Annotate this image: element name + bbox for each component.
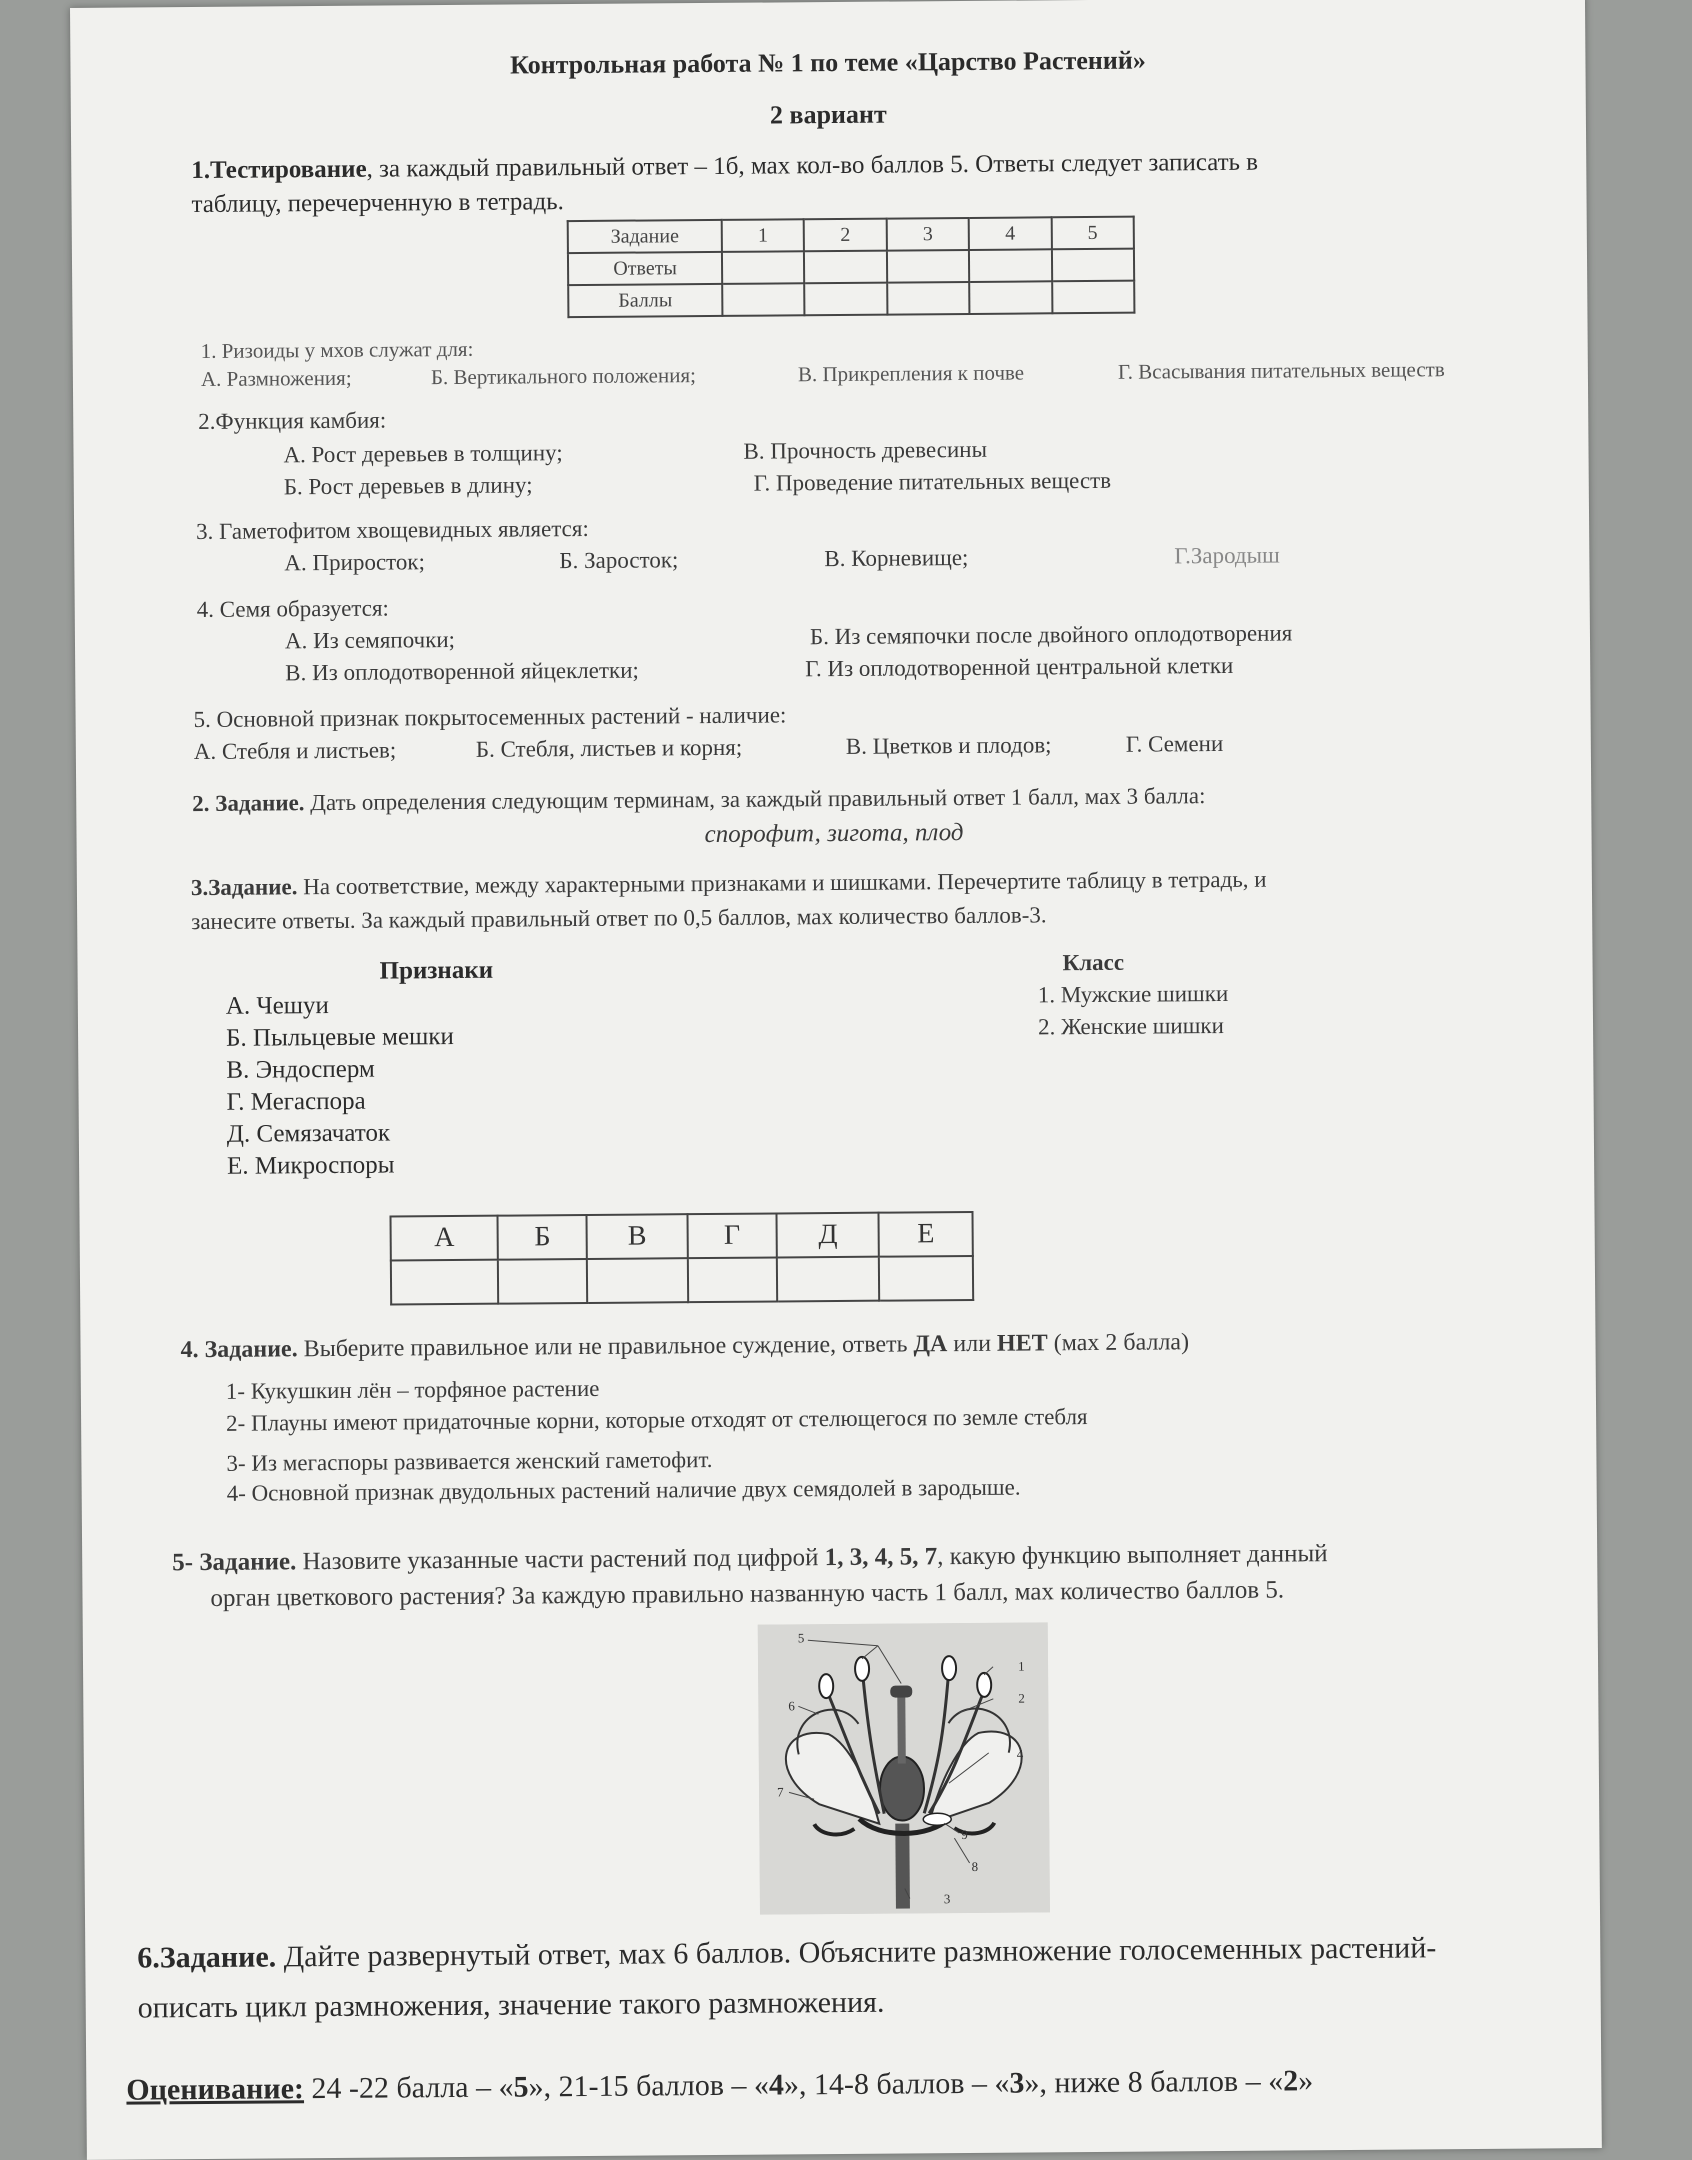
table-cell: А — [391, 1216, 499, 1261]
table-cell — [722, 283, 805, 316]
option: В. Прочность древесины — [743, 436, 988, 464]
task1-text: , за каждый правильный ответ – 1б, мах кол-во баллов 5. Ответы следует записать в — [366, 148, 1259, 183]
figure-label: 5 — [797, 1630, 805, 1646]
table-row — [391, 1212, 973, 1261]
task2-intro — [192, 783, 1205, 817]
question-1: 1. Ризоиды у мхов служат для: — [200, 336, 474, 363]
class-item: 1. Мужские шишки — [1037, 980, 1229, 1008]
option: Б. Заросток; — [559, 547, 679, 574]
option: Б. Вертикального положения; — [430, 363, 696, 390]
figure-label: 1 — [1017, 1658, 1025, 1674]
task6-text-line2: описать цикл размножения, значение такого размножения. — [137, 1985, 885, 2025]
task5-intro — [172, 1540, 1328, 1577]
task4-text: Выберите правильное или не правильное суждение, ответь — [297, 1331, 914, 1363]
table-cell — [969, 281, 1052, 314]
yes-label: ДА — [913, 1331, 948, 1358]
question-2: 2.Функция камбия: — [198, 407, 387, 435]
grading-text: », ниже 8 баллов – « — [1024, 2064, 1284, 2100]
task3-text: На соответствие, между характерными признаками и шишками. Перечертите таблицу в тетрадь, и — [297, 866, 1267, 900]
variant-label: 2 вариант — [769, 99, 887, 130]
task5-number: 5- — [172, 1549, 200, 1577]
option: Г. Проведение питательных веществ — [753, 467, 1112, 496]
task3-intro — [191, 867, 1267, 901]
option: Г.Зародыш — [1174, 542, 1280, 569]
class-header: Класс — [1062, 949, 1125, 976]
table-row — [568, 249, 1134, 285]
option: А. Размножения; — [200, 365, 352, 391]
table-cell — [887, 282, 970, 315]
task1-heading: 1.Тестирование — [191, 155, 367, 185]
table-cell: Ответы — [568, 252, 722, 285]
task5-text: Назовите указанные части растений под цифрой — [296, 1544, 825, 1576]
sign-item: Д. Семязачаток — [226, 1119, 391, 1148]
task6-text: Дайте развернутый ответ, мах 6 баллов. Объясните размножение голосеменных растений- — [276, 1931, 1437, 1974]
task6-intro — [137, 1931, 1436, 1975]
table-cell: 3 — [886, 218, 969, 251]
task5-text-post: , какую функцию выполняет данный — [937, 1540, 1328, 1571]
table-cell — [587, 1258, 688, 1303]
table-cell — [722, 251, 805, 284]
figure-label: 7 — [776, 1784, 784, 1800]
table-cell — [804, 251, 887, 284]
task5-heading: Задание. — [199, 1548, 297, 1577]
flower-illustration — [758, 1622, 1050, 1914]
task4-heading: 4. Задание. — [180, 1336, 298, 1364]
no-label: НЕТ — [996, 1330, 1048, 1357]
option: В. Из оплодотворенной яйцеклетки; — [285, 657, 639, 686]
question-5: 5. Основной признак покрытосеменных растений - наличие: — [193, 702, 787, 733]
task4-intro — [180, 1329, 1189, 1364]
grade-5: 5 — [513, 2070, 529, 2104]
statement-item: 1- Кукушкин лён – торфяное растение — [225, 1375, 600, 1404]
max-label: (мах 2 балла) — [1047, 1329, 1190, 1357]
table-cell: 2 — [804, 219, 887, 252]
figure-label: 8 — [971, 1858, 979, 1874]
figure-label: 2 — [1018, 1690, 1025, 1706]
table-cell — [1052, 281, 1135, 314]
table-cell: Задание — [568, 220, 722, 253]
grading-text: 24 -22 балла – « — [303, 2070, 514, 2106]
table-cell: Д — [777, 1213, 880, 1258]
option: Г. Семени — [1125, 730, 1224, 757]
grade-4: 4 — [768, 2068, 785, 2102]
question-3: 3. Гаметофитом хвощевидных является: — [196, 515, 589, 545]
table-cell: Г — [687, 1213, 777, 1258]
table-cell: В — [587, 1214, 688, 1259]
grading-line — [126, 2064, 1313, 2107]
grading-text: », 14-8 баллов – « — [783, 2066, 1010, 2102]
task3-text-line2: занесите ответы. За каждый правильный ответ по 0,5 баллов, мах количество баллов-3. — [191, 902, 1047, 935]
sign-item: А. Чешуи — [225, 991, 329, 1020]
worksheet-page — [70, 0, 1602, 2160]
task1-intro — [191, 149, 1258, 185]
or-label: или — [947, 1330, 998, 1358]
answer-table — [567, 216, 1136, 318]
page-title: Контрольная работа № 1 по теме «Царство Растений» — [509, 45, 1146, 80]
statement-item: 2- Плауны имеют придаточные корни, которые отходят от стелющегося по земле стебля — [226, 1404, 1088, 1436]
grading-text: » — [1298, 2064, 1314, 2098]
table-cell — [1051, 249, 1134, 282]
task1-text-line2: таблицу, перечерченную в тетрадь. — [191, 188, 564, 219]
table-cell — [391, 1260, 499, 1305]
table-cell: 1 — [722, 219, 805, 252]
task2-text: Дать определения следующим терминам, за каждый правильный ответ 1 балл, мах 3 балла: — [304, 783, 1206, 816]
option: Г. Из оплодотворенной центральной клетки — [805, 652, 1234, 682]
question-4: 4. Семя образуется: — [196, 595, 389, 623]
sign-item: Е. Микроспоры — [226, 1151, 395, 1180]
table-cell — [879, 1256, 973, 1301]
table-row — [391, 1256, 973, 1305]
figure-label: 3 — [943, 1891, 951, 1907]
table-cell — [498, 1259, 587, 1304]
figure-label: 9 — [961, 1827, 968, 1843]
sign-item: В. Эндосперм — [226, 1055, 375, 1084]
table-cell: 5 — [1051, 217, 1134, 250]
table-row — [568, 217, 1134, 253]
table-cell: Е — [879, 1212, 973, 1257]
flower-diagram — [758, 1622, 1050, 1914]
figure-label: 4 — [1016, 1746, 1024, 1762]
class-item: 2. Женские шишки — [1037, 1012, 1224, 1040]
task6-heading: 6.Задание. — [137, 1940, 277, 1975]
table-cell — [969, 249, 1052, 282]
sign-item: Г. Мегаспора — [226, 1087, 366, 1116]
option: А. Стебля и листьев; — [193, 737, 397, 765]
option: В. Цветков и плодов; — [845, 732, 1052, 759]
grade-3: 3 — [1009, 2066, 1025, 2100]
task5-numbers: 1, 3, 4, 5, 7 — [824, 1543, 938, 1572]
option: В. Прикрепления к почве — [797, 360, 1025, 387]
statement-item: 3- Из мегаспоры развивается женский гаметофит. — [226, 1446, 713, 1476]
table-cell: Баллы — [568, 284, 722, 317]
task3-heading: 3.Задание. — [190, 874, 298, 901]
table-cell: Б — [498, 1215, 587, 1260]
option: А. Из семяпочки; — [284, 626, 456, 654]
option: Б. Из семяпочки после двойного оплодотворения — [809, 620, 1293, 650]
option: Б. Стебля, листьев и корня; — [475, 734, 743, 762]
option: Г. Всасывания питательных веществ — [1117, 357, 1445, 384]
table-cell: 4 — [969, 217, 1052, 250]
table-row — [568, 281, 1134, 317]
option: Б. Рост деревьев в длину; — [283, 472, 533, 500]
figure-label: 6 — [788, 1698, 795, 1714]
grading-label: Оценивание: — [126, 2072, 305, 2107]
table-cell — [777, 1257, 880, 1302]
task5-text-line2: орган цветкового растения? За каждую правильно названную часть 1 балл, мах количество баллов 5. — [210, 1576, 1285, 1612]
table-cell — [805, 283, 888, 316]
task2-heading: 2. Задание. — [192, 790, 305, 817]
table-cell — [887, 250, 970, 283]
task2-terms: спорофит, зигота, плод — [704, 819, 964, 849]
table-cell — [688, 1257, 778, 1302]
sign-item: Б. Пыльцевые мешки — [225, 1023, 454, 1052]
signs-header: Признаки — [379, 956, 494, 985]
grade-2: 2 — [1283, 2064, 1299, 2098]
grading-text: », 21-15 баллов – « — [528, 2068, 770, 2104]
option: А. Рост деревьев в толщину; — [283, 440, 563, 468]
option: В. Корневище; — [824, 544, 969, 572]
matching-table — [389, 1211, 974, 1306]
option: А. Прироcток; — [284, 549, 426, 576]
statement-item: 4- Основной признак двудольных растений наличие двух семядолей в зародыше. — [226, 1474, 1021, 1506]
